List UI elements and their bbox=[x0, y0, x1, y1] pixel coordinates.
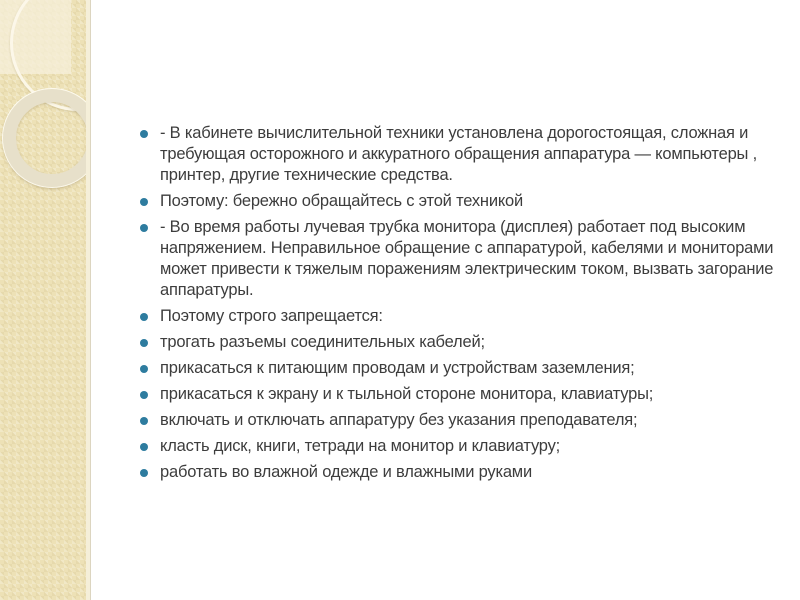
bullet-text: трогать разъемы соединительных кабелей; bbox=[160, 333, 485, 351]
list-item bbox=[130, 191, 780, 212]
bullet-icon bbox=[140, 365, 148, 373]
list-item bbox=[130, 306, 780, 327]
bullet-icon bbox=[140, 313, 148, 321]
bullet-text: Поэтому строго запрещается: bbox=[160, 307, 383, 325]
list-item bbox=[130, 123, 780, 186]
bullet-text: Поэтому: бережно обращайтесь с этой техникой bbox=[160, 192, 524, 210]
list-item bbox=[130, 358, 780, 379]
bullet-icon bbox=[140, 443, 148, 451]
list-item bbox=[130, 436, 780, 457]
bullet-text: прикасаться к питающим проводам и устройствам заземления; bbox=[160, 359, 635, 377]
bullet-text: включать и отключать аппаратуру без указания преподавателя; bbox=[160, 411, 638, 429]
bullet-text: - В кабинете вычислительной техники установлена дорогостоящая, сложная и требующая осторожного и аккуратного обращения аппаратура — компьютеры , принтер, другие технические средства. bbox=[160, 124, 757, 184]
list-item bbox=[130, 462, 780, 483]
bullet-icon bbox=[140, 469, 148, 477]
bullet-icon bbox=[140, 130, 148, 138]
bullet-icon bbox=[140, 391, 148, 399]
list-item bbox=[130, 217, 780, 301]
bullet-icon bbox=[140, 417, 148, 425]
bullet-icon bbox=[140, 198, 148, 206]
decorative-sidebar bbox=[0, 0, 86, 600]
sidebar-edge-highlight bbox=[86, 0, 91, 600]
bullet-text: работать во влажной одежде и влажными руками bbox=[160, 463, 532, 481]
bullet-text: класть диск, книги, тетради на монитор и клавиатуру; bbox=[160, 437, 561, 455]
list-item bbox=[130, 410, 780, 431]
decorative-ring bbox=[3, 89, 86, 187]
bullet-text: - Во время работы лучевая трубка монитора (дисплея) работает под высоким напряжением. Неправильное обращение с аппаратурой, кабелями и мониторами может привести к тяжелым поражениям электрическим током, вызвать загорание аппаратуры. bbox=[160, 218, 774, 299]
bullet-icon bbox=[140, 224, 148, 232]
bullet-text: прикасаться к экрану и к тыльной стороне монитора, клавиатуры; bbox=[160, 385, 654, 403]
list-item bbox=[130, 384, 780, 405]
bullet-list bbox=[130, 123, 780, 483]
list-item bbox=[130, 332, 780, 353]
bullet-icon bbox=[140, 339, 148, 347]
slide-body-text bbox=[130, 123, 780, 488]
